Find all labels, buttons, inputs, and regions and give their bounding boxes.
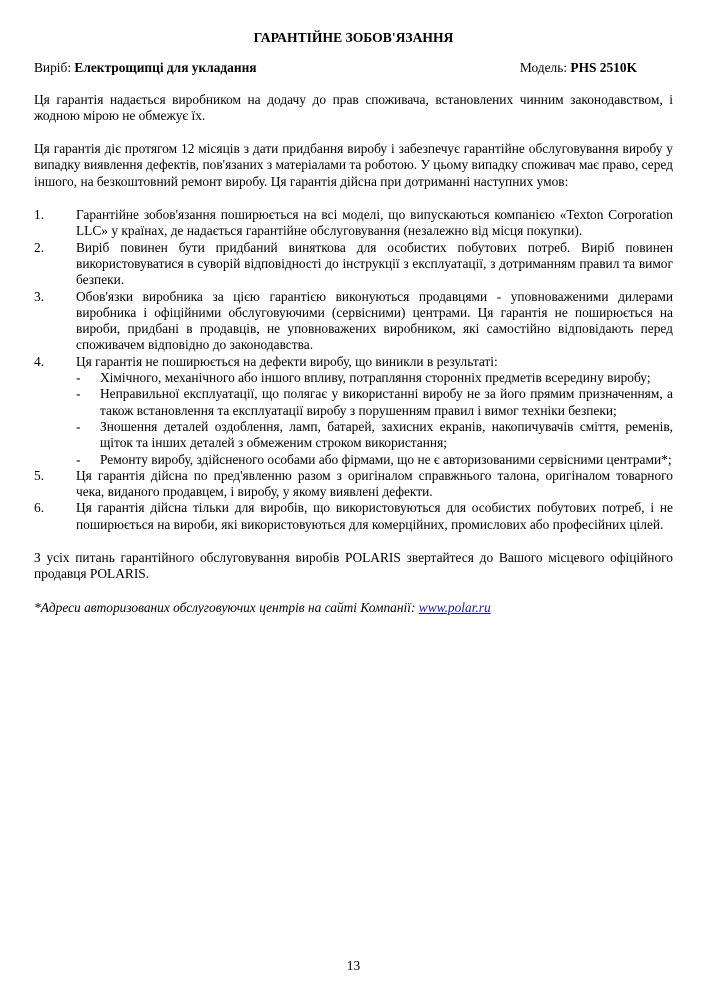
- condition-item: [34, 468, 673, 501]
- website-link[interactable]: www.polar.ru: [418, 599, 491, 615]
- sub-condition-text: Ремонту виробу, здійсненого особами або фірмами, що не є авторизованими сервісними центрами*;: [100, 451, 672, 467]
- product-info-line: [34, 60, 673, 76]
- condition-number: 5.: [34, 467, 45, 483]
- sub-condition-item: [76, 419, 673, 452]
- sub-condition-item: [76, 452, 673, 468]
- terms-paragraph: Ця гарантія діє протягом 12 місяців з дати придбання виробу і забезпечує гарантійне обслуговування виробу у випадку виявлення дефектів, пов'язаних з матеріалами та роботою. У цьому випадку споживач має право, серед іншого, на безкоштовний ремонт виробу. Ця гарантія дійсна при дотриманні наступних умов:: [34, 141, 673, 189]
- page-number: 13: [346, 958, 361, 973]
- product-name: Електрощипці для укладання: [74, 60, 257, 76]
- condition-text: Ця гарантія не поширюється на дефекти виробу, що виникли в результаті:: [76, 353, 498, 369]
- condition-item: [34, 240, 673, 289]
- condition-item: [34, 289, 673, 354]
- sub-condition-text: Зношення деталей оздоблення, ламп, батарей, захисних екранів, накопичувачів сміття, ременів, щіток та інших деталей з обмеженим строком використання;: [100, 418, 673, 451]
- contact-paragraph: З усіх питань гарантійного обслуговування виробів POLARIS звертайтеся до Вашого місцевого офіційного продавця POLARIS.: [34, 550, 673, 582]
- condition-text: Ця гарантія дійсна тільки для виробів, що використовуються для особистих побутових потреб, і не поширюється на вироби, які використовуються для комерційних, промислових або професійних цілей.: [76, 500, 673, 532]
- condition-number: 2.: [34, 239, 45, 255]
- footnote: [34, 600, 673, 616]
- model-name: PHS 2510K: [570, 60, 637, 76]
- condition-number: 1.: [34, 207, 45, 223]
- condition-item: [34, 500, 673, 533]
- sub-condition-text: Хімічного, механічного або іншого впливу, потрапляння сторонніх предметів всередину виробу;: [100, 370, 651, 386]
- intro-paragraph: Ця гарантія надається виробником на додачу до прав споживача, встановлених чинним законодавством, і жодною мірою не обмежує їх.: [34, 91, 673, 123]
- condition-text: Гарантійне зобов'язання поширюється на всі моделі, що випускаються компанією «Texton Corporation LLC» у країнах, де надається гарантійне обслуговування (незалежно від місця покупки).: [76, 207, 673, 239]
- condition-item: [34, 354, 673, 370]
- conditions-list: [34, 207, 673, 533]
- sub-condition-item: [76, 386, 673, 419]
- model-label: Модель:: [519, 60, 571, 76]
- dash-bullet: -: [76, 386, 81, 402]
- product-label: Виріб:: [34, 60, 75, 76]
- product-info: [34, 60, 257, 76]
- condition-text: Ця гарантія дійсна по пред'явленню разом з оригіналом справжнього талона, оригіналом товарного чека, виданого продавцем, і виробу, у якому виявлені дефекти.: [76, 467, 673, 500]
- condition-item: [34, 207, 673, 240]
- page-title: ГАРАНТІЙНЕ ЗОБОВ'ЯЗАННЯ: [253, 30, 454, 45]
- condition-text: Обов'язки виробника за цією гарантією виконуються продавцями - уповноваженими дилерами виробника і офіційними обслуговуючими (сервісними) центрами. Ця гарантія не поширюється на вироби, придбані в продавців, не уповноважених виробником, які самостійно відповідають перед споживачем відповідно до законодавства.: [76, 288, 673, 353]
- model-info: [520, 60, 673, 76]
- condition-text: Виріб повинен бути придбаний виняткова для особистих побутових потреб. Виріб повинен використовуватися в суворій відповідності до інструкції з експлуатації, з дотриманням правил та вимог безпеки.: [76, 239, 673, 288]
- footnote-text: *Адреси авторизованих обслуговуючих центрів на сайті Компанії:: [34, 599, 419, 615]
- sub-condition-item: [76, 370, 673, 386]
- sub-condition-text: Неправильної експлуатації, що полягає у використанні виробу не за його прямим призначенням, а також встановлення та експлуатації виробу з порушенням правил і вимог техніки безпеки;: [100, 386, 673, 418]
- condition-number: 3.: [34, 288, 45, 304]
- dash-bullet: -: [76, 451, 81, 467]
- condition-number: 6.: [34, 500, 45, 516]
- dash-bullet: -: [76, 370, 81, 386]
- condition-number: 4.: [34, 353, 45, 369]
- warranty-page: [34, 30, 673, 973]
- dash-bullet: -: [76, 418, 81, 434]
